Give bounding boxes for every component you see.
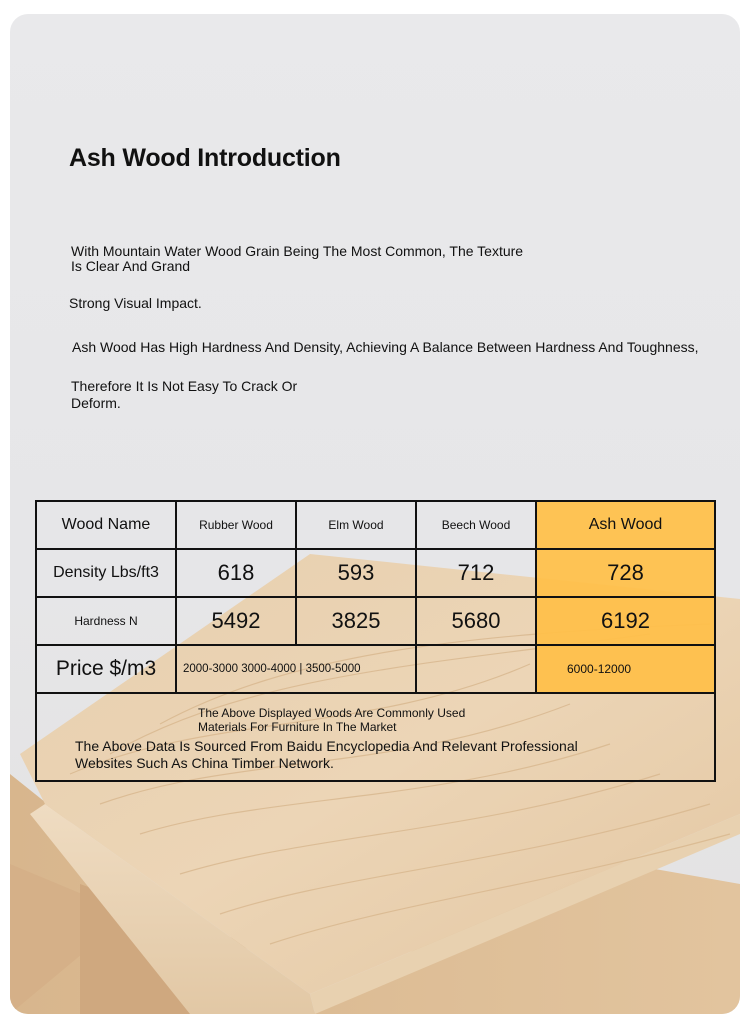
description-visual-impact: Strong Visual Impact.	[69, 295, 202, 311]
table-row	[36, 645, 715, 693]
header-rubber-wood: Rubber Wood	[176, 501, 296, 549]
header-beech-wood: Beech Wood	[416, 501, 536, 549]
hardness-label: Hardness N	[36, 597, 176, 645]
table-row	[36, 597, 715, 645]
hardness-ash: 6192	[536, 597, 715, 645]
description-durability: Therefore It Is Not Easy To Crack Or Deform.	[71, 378, 298, 411]
table-row	[36, 501, 715, 549]
page-title: Ash Wood Introduction	[69, 144, 341, 172]
table-row	[36, 549, 715, 597]
density-elm: 593	[296, 549, 416, 597]
price-values: 2000-3000 3000-4000 | 3500-5000	[176, 645, 416, 693]
table-notes	[36, 693, 715, 781]
hardness-rubber: 5492	[176, 597, 296, 645]
header-wood-name: Wood Name	[36, 501, 176, 549]
description-grain: With Mountain Water Wood Grain Being The Most Common, The Texture Is Clear And Grand	[71, 243, 524, 274]
price-label: Price $/m3	[36, 645, 176, 693]
table-row	[36, 693, 715, 781]
note-data-source: The Above Data Is Sourced From Baidu Encyclopedia And Relevant Professional Websites Such As China Timber Network.	[75, 738, 578, 771]
density-ash: 728	[536, 549, 715, 597]
price-beech	[416, 645, 536, 693]
wood-comparison-table	[35, 500, 716, 782]
density-rubber: 618	[176, 549, 296, 597]
density-beech: 712	[416, 549, 536, 597]
note-common-materials: The Above Displayed Woods Are Commonly Used Materials For Furniture In The Market	[198, 706, 466, 734]
product-card	[10, 14, 740, 1014]
description-hardness: Ash Wood Has High Hardness And Density, Achieving A Balance Between Hardness And Toughness,	[72, 339, 699, 355]
hardness-beech: 5680	[416, 597, 536, 645]
header-ash-wood: Ash Wood	[536, 501, 715, 549]
density-label: Density Lbs/ft3	[36, 549, 176, 597]
header-elm-wood: Elm Wood	[296, 501, 416, 549]
hardness-elm: 3825	[296, 597, 416, 645]
price-ash: 6000-12000	[536, 645, 715, 693]
